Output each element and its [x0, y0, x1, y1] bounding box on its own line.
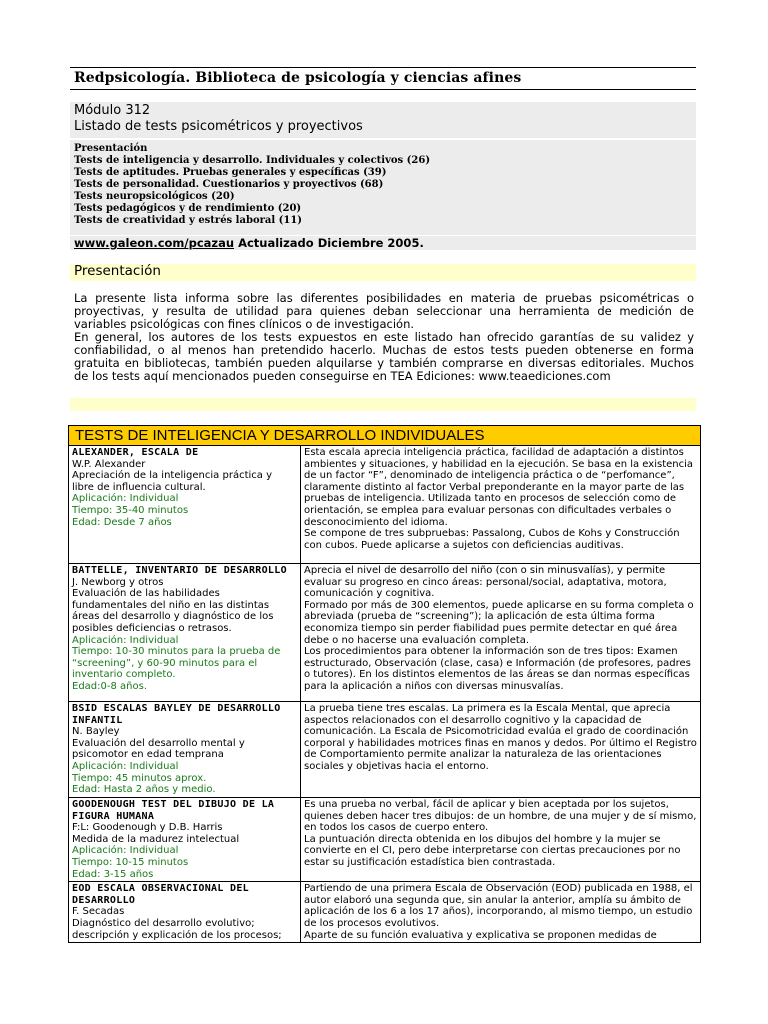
- presentation-text: [74, 292, 694, 383]
- test-time: Tiempo: 45 minutos aprox.: [72, 772, 207, 784]
- test-purpose: Diagnóstico del desarrollo evolutivo; descripción y explicación de los procesos;: [72, 917, 282, 941]
- test-age: Edad: Hasta 2 años y medio.: [72, 784, 216, 796]
- test-age: Edad: Desde 7 años: [72, 516, 172, 528]
- test-description-cell: [301, 446, 701, 564]
- test-application: Aplicación: Individual: [72, 760, 179, 772]
- site-link[interactable]: www.galeon.com/pcazau: [74, 236, 235, 250]
- table-row: [69, 798, 701, 882]
- title-rule: [70, 89, 696, 90]
- test-info-cell: [69, 446, 301, 564]
- test-description: Aparte de su función evaluativa y explicativa se proponen medidas de: [304, 929, 657, 941]
- test-purpose: Apreciación de la inteligencia práctica y libre de influencia cultural.: [72, 470, 272, 493]
- test-name: GOODENOUGH TEST DEL DIBUJO DE LA FIGURA HUMANA: [72, 799, 275, 822]
- test-description-cell: [301, 882, 701, 943]
- toc-item[interactable]: Tests neuropsicológicos (20): [74, 191, 235, 202]
- toc-item[interactable]: Tests de creatividad y estrés laboral (11): [74, 215, 303, 226]
- test-age: Edad:0-8 años.: [72, 680, 147, 692]
- test-description: Formado por más de 300 elementos, puede aplicarse en su forma completa o abreviada (prueba de “screening”); la aplicación de esta última forma economiza tiempo sin perder fiabilidad pues permite detectar en qué área debe o no hacerse una evaluación completa.: [304, 599, 694, 646]
- toc-item[interactable]: Tests de personalidad. Cuestionarios y proyectivos (68): [74, 179, 384, 190]
- test-description: Los procedimientos para obtener la información son de tres tipos: Examen estructurado, Observación (clase, casa) e Información (de profesores, padres o tutores). En los distintos elementos de las áreas se dan normas específicas para la aplicación a niños con diversas minusvalías.: [304, 646, 691, 692]
- test-description: Partiendo de una primera Escala de Observación (EOD) publicada en 1988, el autor elaboró una segunda que, sin anular la anterior, amplía su ámbito de aplicación de los 6 a los 17 años), incorporando, al mismo tiempo, un estudio de los procesos evolutivos.: [304, 883, 693, 929]
- table-row: [69, 564, 701, 702]
- test-description: La puntuación directa obtenida en los dibujos del hombre y la mujer se convierte en el CI, pero debe interpretarse con ciertas precauciones por no estar su justificación estadística bien contrastada.: [304, 833, 681, 868]
- test-purpose: Evaluación de las habilidades fundamentales del niño en las distintas áreas del desarrollo y diagnóstico de los posibles deficiencias o retrasos.: [72, 588, 274, 634]
- table-of-contents: [74, 143, 430, 227]
- test-time: Tiempo: 10-30 minutos para la prueba de “screening”, y 60-90 minutos para el inventario completo.: [72, 646, 281, 681]
- tests-table: [68, 425, 701, 943]
- test-name: BATTELLE, INVENTARIO DE DESARROLLO: [72, 565, 287, 576]
- test-name: ALEXANDER, ESCALA DE: [72, 447, 199, 458]
- table-header-row: [69, 426, 701, 446]
- test-application: Aplicación: Individual: [72, 493, 179, 505]
- test-info-cell: [69, 882, 301, 943]
- test-description-cell: [301, 798, 701, 882]
- toc-item[interactable]: Presentación: [74, 143, 148, 154]
- test-name: BSID ESCALAS BAYLEY DE DESARROLLO INFANTIL: [72, 703, 281, 726]
- test-description: Aprecia el nivel de desarrollo del niño (con o sin minusvalías), y permite evaluar su progreso en cinco áreas: personal/social, adaptativa, motora, comunicación y cognitiva.: [304, 565, 667, 600]
- test-description: Esta escala aprecia inteligencia práctica, facilidad de adaptación a distintos ambientes y situaciones, y habilidad en la ejecución. Se basa en la existencia de un factor “F”, denominado de inteligencia práctica o de “perfomance”, claramente distinto al factor Verbal preponderante en la mayor parte de las pruebas de inteligencia. Utilizada tanto en procesos de selección como de orientación, se emplea para evaluar personas con dificultades verbales o desconocimiento del idioma.: [304, 447, 694, 528]
- test-application: Aplicación: Individual: [72, 634, 179, 646]
- test-time: Tiempo: 10-15 minutos: [72, 856, 189, 868]
- test-purpose: Evaluación del desarrollo mental y psicomotor en edad temprana: [72, 737, 245, 761]
- site-title: Redpsicología. Biblioteca de psicología y ciencias afines: [74, 70, 522, 86]
- url-row: [74, 236, 424, 250]
- test-name: EOD ESCALA OBSERVACIONAL DEL DESARROLLO: [72, 883, 249, 906]
- test-description: La prueba tiene tres escalas. La primera es la Escala Mental, que aprecia aspectos relacionados con el desarrollo cognitivo y la capacidad de comunicación. La Escala de Psicomotricidad evalúa el grado de coordinación corporal y habilidades motrices finas en manos y dedos. Por último el Registro de Comportamiento permite analizar la naturaleza de las orientaciones sociales y objetivas hacia el entorno.: [304, 703, 697, 772]
- test-author: J. Newborg y otros: [72, 576, 164, 588]
- test-author: F. Secadas: [72, 906, 125, 918]
- updated-label: Actualizado Diciembre 2005.: [238, 236, 424, 250]
- test-author: F:L: Goodenough y D.B. Harris: [72, 822, 223, 834]
- table-row: [69, 882, 701, 943]
- test-info-cell: [69, 702, 301, 798]
- toc-item[interactable]: Tests pedagógicos y de rendimiento (20): [74, 203, 302, 214]
- test-author: N. Bayley: [72, 726, 120, 738]
- table-row: [69, 446, 701, 564]
- table-row: [69, 702, 701, 798]
- presentation-band: [70, 264, 696, 281]
- table-header: TESTS DE INTELIGENCIA Y DESARROLLO INDIVIDUALES: [69, 426, 701, 446]
- module-subtitle: Listado de tests psicométricos y proyectivos: [74, 119, 363, 134]
- module-heading: [74, 103, 363, 135]
- test-purpose: Medida de la madurez intelectual: [72, 833, 240, 845]
- test-author: W.P. Alexander: [72, 458, 146, 470]
- test-info-cell: [69, 798, 301, 882]
- test-description: Se compone de tres subpruebas: Passalong, Cubos de Kohs y Construcción con cubos. Puede aplicarse a sujetos con deficiencias auditivas.: [304, 528, 680, 551]
- test-application: Aplicación: Individual: [72, 845, 179, 857]
- test-age: Edad: 3-15 años: [72, 868, 154, 880]
- test-time: Tiempo: 35-40 minutos: [72, 504, 189, 516]
- toc-item[interactable]: Tests de aptitudes. Pruebas generales y específicas (39): [74, 167, 387, 178]
- presentation-paragraph-1: La presente lista informa sobre las diferentes posibilidades en materia de pruebas psicométricas o proyectivas, y resulta de utilidad para quienes deban seleccionar una herramienta de medición de variables psicológicas con fines clínicos o de investigación.: [74, 291, 694, 331]
- presentation-paragraph-2: En general, los autores de los tests expuestos en este listado han ofrecido garantías de su validez y confiabilidad, o al menos han pretendido hacerlo. Muchas de estos tests pueden obtenerse en forma gratuita en bibliotecas, también pueden alquilarse y también comprarse en diversas editoriales. Muchos de los tests aquí mencionados pueden conseguirse en TEA Ediciones: www.teaediciones.com: [74, 330, 694, 383]
- toc-item[interactable]: Tests de inteligencia y desarrollo. Individuales y colectivos (26): [74, 155, 431, 166]
- test-description-cell: [301, 564, 701, 702]
- separator-band: [70, 398, 696, 411]
- test-description-cell: [301, 702, 701, 798]
- test-description: Es una prueba no verbal, fácil de aplicar y bien aceptada por los sujetos, quienes deben hacer tres dibujos: de un hombre, de una mujer y de sí mismo, en todos los casos de cuerpo entero.: [304, 799, 697, 834]
- presentation-title: Presentación: [74, 263, 161, 279]
- module-number: Módulo 312: [74, 103, 151, 118]
- top-rule: [70, 67, 696, 68]
- test-info-cell: [69, 564, 301, 702]
